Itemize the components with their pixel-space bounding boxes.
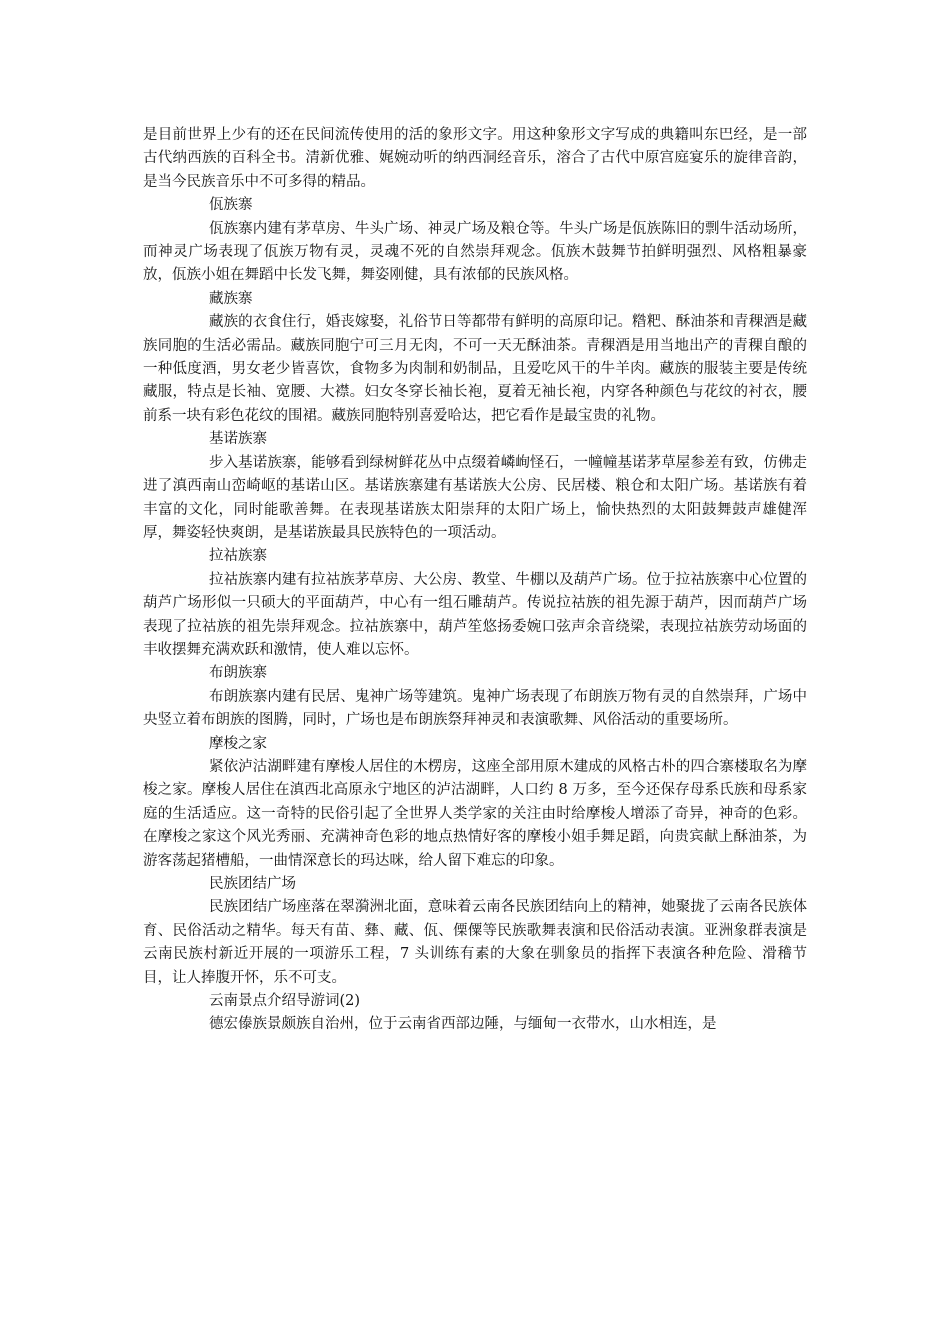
paragraph-jino-village: 步入基诺族寨，能够看到绿树鲜花丛中点缀着嶙峋怪石，一幢幢基诺茅草屋参差有致，仿佛走进了滇西南山峦崎岖的基诺山区。基诺族寨建有基诺族大公房、民居楼、粮仓和太阳广场。基诺族有着丰富的文化，同时能歌善舞。在表现基诺族太阳崇拜的太阳广场上，愉快热烈的太阳鼓舞鼓声雄健浑厚，舞姿轻快爽朗，是基诺族最具民族特色的一项活动。 — [143, 454, 807, 541]
paragraph-intro: 是目前世界上少有的还在民间流传使用的活的象形文字。用这种象形文字写成的典籍叫东巴经，是一部古代纳西族的百科全书。清新优雅、娓婉动听的纳西洞经音乐，溶合了古代中原宫庭宴乐的旋律音韵，是当今民族音乐中不可多得的精品。 — [143, 127, 807, 190]
paragraph-mosuo-home: 紧依泸沽湖畔建有摩梭人居住的木楞房，这座全部用原木建成的风格古朴的四合寨楼取名为摩梭之家。摩梭人居住在滇西北高原永宁地区的泸沽湖畔，人口约 8 万多，至今还保存母系氏族和母系家庭的生活适应。这一奇特的民俗引起了全世界人类学家的关注由时给摩梭人增添了奇异，神奇的色彩。在摩梭之家这个风光秀丽、充满神奇色彩的地点热情好客的摩梭小姐手舞足蹈，向贵宾献上酥油茶，为游客荡起猪槽船，一曲情深意长的玛达咪，给人留下难忘的印象。 — [143, 758, 807, 869]
heading-lahu-village: 拉祜族寨 — [209, 548, 267, 565]
heading-yunnan-guide-2: 云南景点介绍导游词(2) — [209, 993, 361, 1010]
heading-unity-square: 民族团结广场 — [209, 876, 296, 892]
heading-wa-village: 佤族寨 — [209, 197, 253, 214]
heading-jino-village: 基诺族寨 — [209, 431, 267, 448]
paragraph-blang-village: 布朗族寨内建有民居、鬼神广场等建筑。鬼神广场表现了布朗族万物有灵的自然崇拜，广场中央竖立着布朗族的图腾，同时，广场也是布朗族祭拜神灵和表演歌舞、风俗活动的重要场所。 — [143, 688, 807, 729]
paragraph-wa-village: 佤族寨内建有茅草房、牛头广场、神灵广场及粮仓等。牛头广场是佤族陈旧的剽牛活动场所，而神灵广场表现了佤族万物有灵，灵魂不死的自然崇拜观念。佤族木鼓舞节拍鲜明强烈、风格粗暴豪放，佤族小姐在舞蹈中长发飞舞，舞姿刚健，具有浓郁的民族风格。 — [143, 220, 807, 284]
document-body — [143, 124, 807, 1037]
paragraph-dehong: 德宏傣族景颇族自治州，位于云南省西部边陲，与缅甸一衣带水，山水相连，是 — [209, 1016, 717, 1033]
paragraph-unity-square: 民族团结广场座落在翠漪洲北面，意味着云南各民族团结向上的精神，她聚拢了云南各民族体育、民俗活动之精华。每天有苗、彝、藏、佤、傈僳等民族歌舞表演和民俗活动表演。亚洲象群表演是云南民族村新近开展的一项游乐工程，7 头训练有素的大象在驯象员的指挥下表演各种危险、滑稽节目，让人捧腹开怀，乐不可支。 — [143, 899, 807, 986]
paragraph-tibetan-village: 藏族的衣食住行，婚丧嫁娶，礼俗节日等都带有鲜明的高原印记。糌粑、酥油茶和青稞酒是藏族同胞的生活必需品。藏族同胞宁可三月无肉，不可一天无酥油茶。青稞酒是用当地出产的青稞自酿的一种低度酒，男女老少皆喜饮，食物多为肉制和奶制品，且爱吃风干的牛羊肉。藏族的服装主要是传统藏服，特点是长袖、宽腰、大襟。妇女冬穿长袖长袍，夏着无袖长袍，内穿各种颜色与花纹的衬衣，腰前系一块有彩色花纹的围裙。藏族同胞特别喜爱哈达，把它看作是最宝贵的礼物。 — [143, 314, 807, 424]
heading-tibetan-village: 藏族寨 — [209, 290, 253, 307]
heading-blang-village: 布朗族寨 — [209, 665, 267, 682]
paragraph-lahu-village: 拉祜族寨内建有拉祜族茅草房、大公房、教堂、牛棚以及葫芦广场。位于拉祜族寨中心位置的葫芦广场形似一只硕大的平面葫芦，中心有一组石雕葫芦。传说拉祜族的祖先源于葫芦，因而葫芦广场表现了拉祜族的祖先崇拜观念。拉祜族寨中，葫芦笙悠扬委婉口弦声余音绕梁，表现拉祜族劳动场面的丰收摆舞充满欢跃和激情，使人难以忘怀。 — [143, 571, 807, 658]
heading-mosuo-home: 摩梭之家 — [209, 735, 267, 752]
